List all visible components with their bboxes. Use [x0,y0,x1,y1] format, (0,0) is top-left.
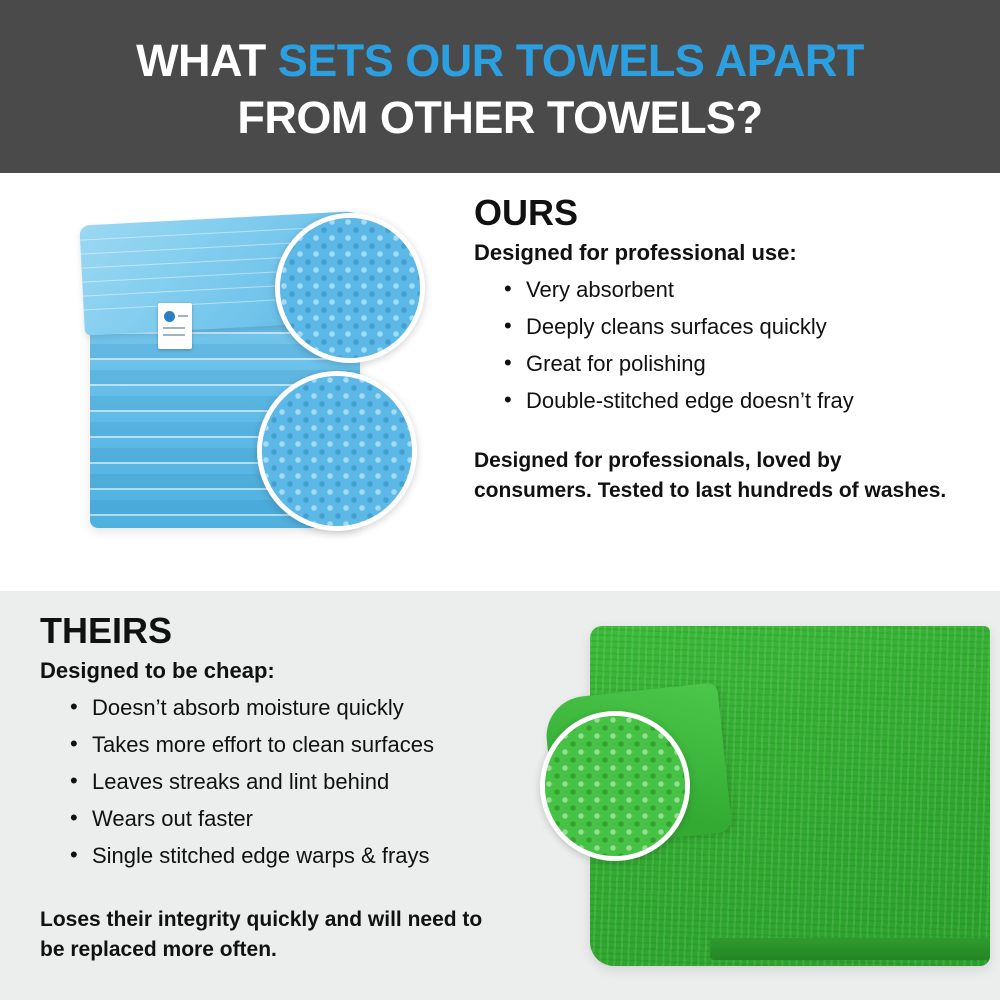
theirs-subtitle: Designed to be cheap: [40,657,275,683]
blue-weave-zoom-top [275,213,425,363]
ours-closing-statement: Designed for professionals, loved by consumers. Tested to last hundreds of washes. [474,448,947,503]
header-line-1-plain: WHAT [136,35,278,87]
brand-tag [158,303,192,349]
blue-towel-illustration [35,183,465,583]
list-item: • Leaves streaks and lint behind [70,764,580,801]
list-item: • Great for polishing [504,346,984,383]
ours-subtitle: Designed for professional use: [474,239,797,265]
green-towel-illustration [540,611,990,991]
theirs-closing-statement: Loses their integrity quickly and will need to be replaced more often. [40,907,483,962]
header-line-2: FROM OTHER TOWELS? [237,91,763,143]
green-cloth-hem [710,938,990,960]
list-item: • Very absorbent [504,272,984,309]
list-item: • Doesn’t absorb moisture quickly [70,690,580,727]
header-line-1-accent: SETS OUR TOWELS APART [277,35,864,87]
header-line-1 [136,33,864,89]
theirs-section [0,591,1000,1000]
header-banner [0,0,1000,173]
blue-weave-zoom-bottom [257,371,417,531]
list-item: • Takes more effort to clean surfaces [70,727,580,764]
ours-text-block [474,193,984,507]
list-item: • Deeply cleans surfaces quickly [504,309,984,346]
list-item: • Wears out faster [70,801,580,838]
ours-title: OURS [474,192,579,233]
ours-bullet-list [474,272,984,420]
theirs-title: THEIRS [40,610,173,651]
theirs-bullet-list [40,690,580,875]
list-item: • Double-stitched edge doesn’t fray [504,383,984,420]
theirs-text-block [40,611,580,966]
list-item: • Single stitched edge warps & frays [70,838,580,875]
green-weave-zoom [540,711,690,861]
ours-section [0,173,1000,591]
